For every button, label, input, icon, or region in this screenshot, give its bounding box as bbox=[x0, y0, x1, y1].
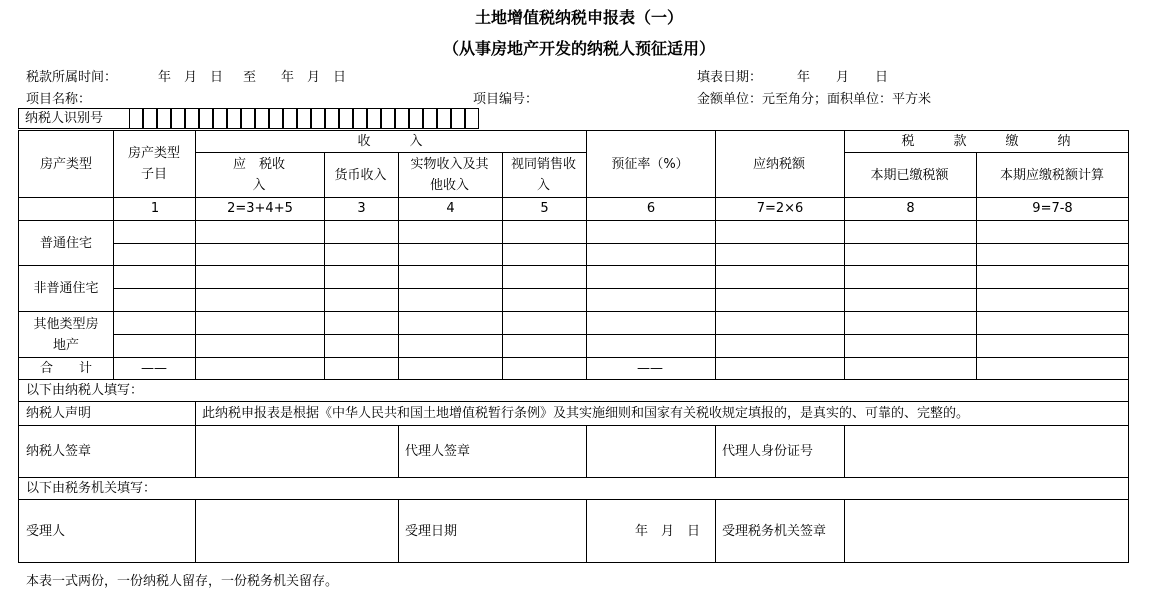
receive-date-label: 受理日期 bbox=[405, 523, 458, 539]
taxpayer-id-digit-box[interactable] bbox=[311, 108, 325, 129]
unit-label: 金额单位：元至角分；面积单位：平方米 bbox=[697, 92, 932, 107]
col-tax-paid-group: 税 款 缴 纳 bbox=[901, 134, 1071, 149]
taxpayer-id-digit-box[interactable] bbox=[451, 108, 465, 129]
column-number-6: 6 bbox=[646, 201, 656, 216]
col-subtype: 房产类型子目 bbox=[127, 146, 180, 182]
col-income: 收 入 bbox=[357, 134, 423, 149]
col-income-taxable: 应 税收 入 bbox=[232, 157, 299, 193]
taxpayer-id-digit-box[interactable] bbox=[409, 108, 423, 129]
taxpayer-id-digit-box[interactable] bbox=[241, 108, 255, 129]
column-number-7: 7=2×6 bbox=[756, 201, 804, 216]
grid-line bbox=[18, 265, 1129, 266]
fill-date-label: 填表日期： bbox=[697, 70, 763, 85]
column-number-1: 1 bbox=[150, 201, 160, 216]
column-number-2: 2=3+4+5 bbox=[227, 201, 293, 216]
taxpayer-id-digit-box[interactable] bbox=[437, 108, 451, 129]
taxpayer-id-digit-box[interactable] bbox=[199, 108, 213, 129]
taxpayer-id-digit-box[interactable] bbox=[423, 108, 437, 129]
taxpayer-id-digit-box[interactable] bbox=[367, 108, 381, 129]
taxpayer-id-digit-box[interactable] bbox=[213, 108, 227, 129]
total-subtype-dash: —— bbox=[141, 361, 167, 376]
column-number-3: 3 bbox=[357, 201, 366, 216]
declaration-text: 此纳税申报表是根据《中华人民共和国土地增值税暂行条例》及其实施细则和国家有关税收规定填报的，是真实的、可靠的、完整的。 bbox=[202, 406, 970, 421]
taxpayer-id-digit-box[interactable] bbox=[227, 108, 241, 129]
project-name-label: 项目名称： bbox=[26, 92, 92, 107]
col-property-type: 房产类型 bbox=[39, 156, 92, 172]
col-prepay-rate: 预征率（%） bbox=[611, 156, 689, 172]
taxpayer-id-digit-box[interactable] bbox=[157, 108, 171, 129]
taxpayer-signature-label: 纳税人签章 bbox=[26, 444, 92, 459]
taxpayer-section-heading: 以下由纳税人填写： bbox=[26, 383, 144, 398]
tax-office-section-heading: 以下由税务机关填写： bbox=[26, 481, 157, 496]
col-tax-payable: 应纳税额 bbox=[752, 156, 805, 172]
period-start: 年 月 日 bbox=[158, 70, 224, 85]
col-tax-paid-this: 本期已缴税额 bbox=[870, 167, 949, 183]
taxpayer-id-digit-box[interactable] bbox=[297, 108, 311, 129]
taxpayer-id-digit-box[interactable] bbox=[143, 108, 157, 129]
row-other: 其他类型房地产 bbox=[33, 316, 99, 353]
column-number-8: 8 bbox=[906, 201, 915, 216]
office-seal-label: 受理税务机关签章 bbox=[722, 523, 827, 539]
receiver-label: 受理人 bbox=[26, 523, 66, 539]
col-tax-due-this: 本期应缴税额计算 bbox=[999, 167, 1104, 183]
taxpayer-id-digit-box[interactable] bbox=[185, 108, 199, 129]
col-income-deemed: 视同销售收入 bbox=[510, 157, 576, 193]
period-end: 年 月 日 bbox=[281, 70, 347, 85]
taxpayer-id-label: 纳税人识别号 bbox=[18, 108, 130, 129]
grid-line bbox=[18, 220, 1129, 221]
row-ordinary: 普通住宅 bbox=[39, 235, 92, 251]
receive-date-value[interactable]: 年 月 日 bbox=[634, 523, 700, 539]
grid-line bbox=[1128, 130, 1129, 563]
taxpayer-id-digit-box[interactable] bbox=[269, 108, 283, 129]
office-seal-field[interactable] bbox=[844, 500, 1128, 562]
taxpayer-id-digit-box[interactable] bbox=[381, 108, 395, 129]
total-rate-dash: —— bbox=[637, 361, 663, 376]
column-number-5: 5 bbox=[540, 201, 549, 216]
taxpayer-signature-field[interactable] bbox=[196, 426, 397, 477]
taxpayer-id-digit-box[interactable] bbox=[395, 108, 409, 129]
agent-signature-field[interactable] bbox=[586, 426, 714, 477]
taxpayer-id-digit-box[interactable] bbox=[353, 108, 367, 129]
col-income-cash: 货币收入 bbox=[334, 167, 387, 183]
agent-id-label: 代理人身份证号 bbox=[722, 444, 814, 459]
grid-line bbox=[18, 562, 1129, 563]
taxpayer-id-digit-box[interactable] bbox=[465, 108, 479, 129]
taxpayer-id-digit-box[interactable] bbox=[325, 108, 339, 129]
taxpayer-id-digit-box[interactable] bbox=[129, 108, 143, 129]
fill-date-value: 年 月 日 bbox=[797, 70, 889, 85]
form-footer-note: 本表一式两份，一份纳税人留存，一份税务机关留存。 bbox=[26, 574, 339, 589]
declaration-label: 纳税人声明 bbox=[26, 406, 92, 421]
grid-line bbox=[18, 311, 1129, 312]
project-no-label: 项目编号： bbox=[473, 92, 539, 107]
row-non-ordinary: 非普通住宅 bbox=[33, 281, 99, 296]
taxpayer-id-digit-box[interactable] bbox=[283, 108, 297, 129]
agent-id-field[interactable] bbox=[844, 426, 1128, 477]
col-income-inkind: 实物收入及其他收入 bbox=[410, 157, 489, 193]
column-number-4: 4 bbox=[446, 201, 455, 216]
period-to: 至 bbox=[243, 70, 257, 85]
agent-signature-label: 代理人签章 bbox=[405, 444, 471, 459]
taxpayer-id-digit-box[interactable] bbox=[171, 108, 185, 129]
form-subtitle: （从事房地产开发的纳税人预征适用） bbox=[442, 39, 715, 58]
row-total: 合 计 bbox=[39, 361, 92, 376]
column-number-9: 9=7-8 bbox=[1032, 201, 1073, 216]
period-label: 税款所属时间： bbox=[26, 70, 118, 85]
receiver-field[interactable] bbox=[196, 500, 397, 562]
taxpayer-id-digit-box[interactable] bbox=[255, 108, 269, 129]
taxpayer-id-digit-box[interactable] bbox=[339, 108, 353, 129]
form-title: 土地增值税纳税申报表（一） bbox=[474, 8, 683, 27]
